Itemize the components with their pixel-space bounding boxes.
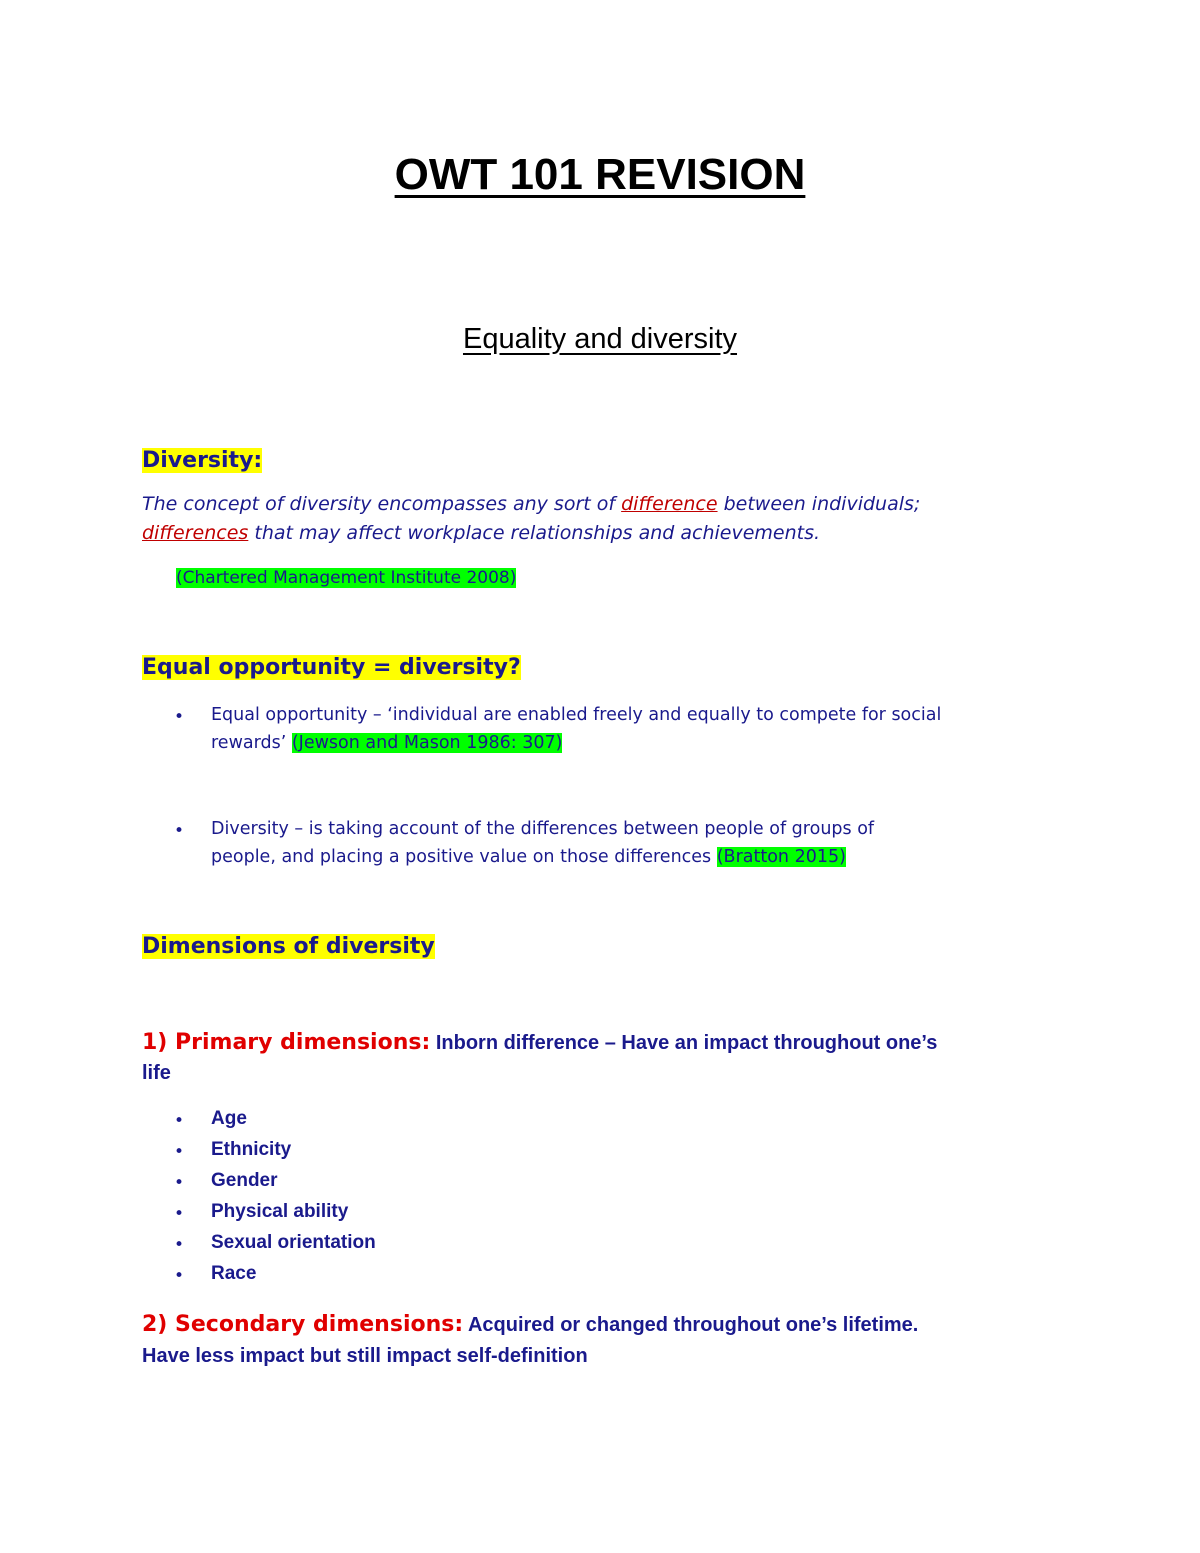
eo-bullet-2-line1: Diversity – is taking account of the differences between people of groups of	[211, 819, 875, 839]
diversity-heading-text: Diversity:	[142, 448, 263, 473]
equal-opportunity-heading	[142, 655, 521, 680]
list-item: Ethnicity	[211, 1139, 292, 1160]
primary-dimensions-line1	[142, 1030, 937, 1055]
section-subtitle: Equality and diversity	[462, 323, 738, 355]
bullet-icon: •	[174, 1266, 185, 1286]
list-item: Age	[211, 1108, 247, 1129]
definition-keyword-differences: differences	[142, 522, 249, 544]
diversity-heading	[142, 448, 262, 473]
diversity-definition-line1	[142, 493, 920, 515]
definition-keyword-difference: difference	[621, 493, 718, 515]
eo-bullet-2-citation: (Bratton 2015)	[716, 847, 846, 867]
bullet-icon: •	[174, 821, 185, 841]
diversity-citation	[176, 568, 516, 588]
citation-highlight: (Chartered Management Institute 2008)	[176, 568, 517, 588]
definition-text: The concept of diversity encompasses any sort of	[142, 493, 622, 515]
eo-bullet-1-line2	[211, 733, 562, 753]
definition-text: that may affect workplace relationships and achievements.	[248, 522, 821, 544]
eo-bullet-1-text: rewards’	[211, 733, 292, 753]
eo-bullet-2-text: people, and placing a positive value on those differences	[211, 847, 717, 867]
eo-bullet-2-line2	[211, 847, 846, 867]
primary-dimensions-desc: Inborn difference – Have an impact throughout one’s	[430, 1032, 938, 1054]
dimensions-heading	[142, 934, 435, 959]
bullet-icon: •	[174, 1142, 185, 1162]
list-item: Gender	[211, 1170, 278, 1191]
eo-bullet-1-citation: (Jewson and Mason 1986: 307)	[291, 733, 563, 753]
secondary-dimensions-label: 2) Secondary dimensions:	[142, 1312, 464, 1337]
definition-text: between individuals;	[717, 493, 921, 515]
list-item: Sexual orientation	[211, 1232, 376, 1253]
list-item: Physical ability	[211, 1201, 349, 1222]
bullet-icon: •	[174, 1173, 185, 1193]
secondary-dimensions-line2: Have less impact but still impact self-definition	[142, 1345, 588, 1367]
bullet-icon: •	[174, 1204, 185, 1224]
primary-dimensions-line2: life	[142, 1062, 171, 1084]
page-title: OWT 101 REVISION	[394, 150, 806, 199]
bullet-icon: •	[174, 1235, 185, 1255]
equal-opportunity-heading-text: Equal opportunity = diversity?	[142, 655, 521, 680]
bullet-icon: •	[174, 1111, 185, 1131]
primary-dimensions-label: 1) Primary dimensions:	[142, 1030, 431, 1055]
list-item: Race	[211, 1263, 257, 1284]
dimensions-heading-text: Dimensions of diversity	[142, 934, 435, 959]
diversity-definition-line2	[142, 522, 820, 544]
bullet-icon: •	[174, 707, 185, 727]
secondary-dimensions-desc: Acquired or changed throughout one’s lifetime.	[463, 1314, 919, 1336]
secondary-dimensions-line1	[142, 1312, 918, 1337]
eo-bullet-1-line1: Equal opportunity – ‘individual are enabled freely and equally to compete for social	[211, 705, 942, 725]
